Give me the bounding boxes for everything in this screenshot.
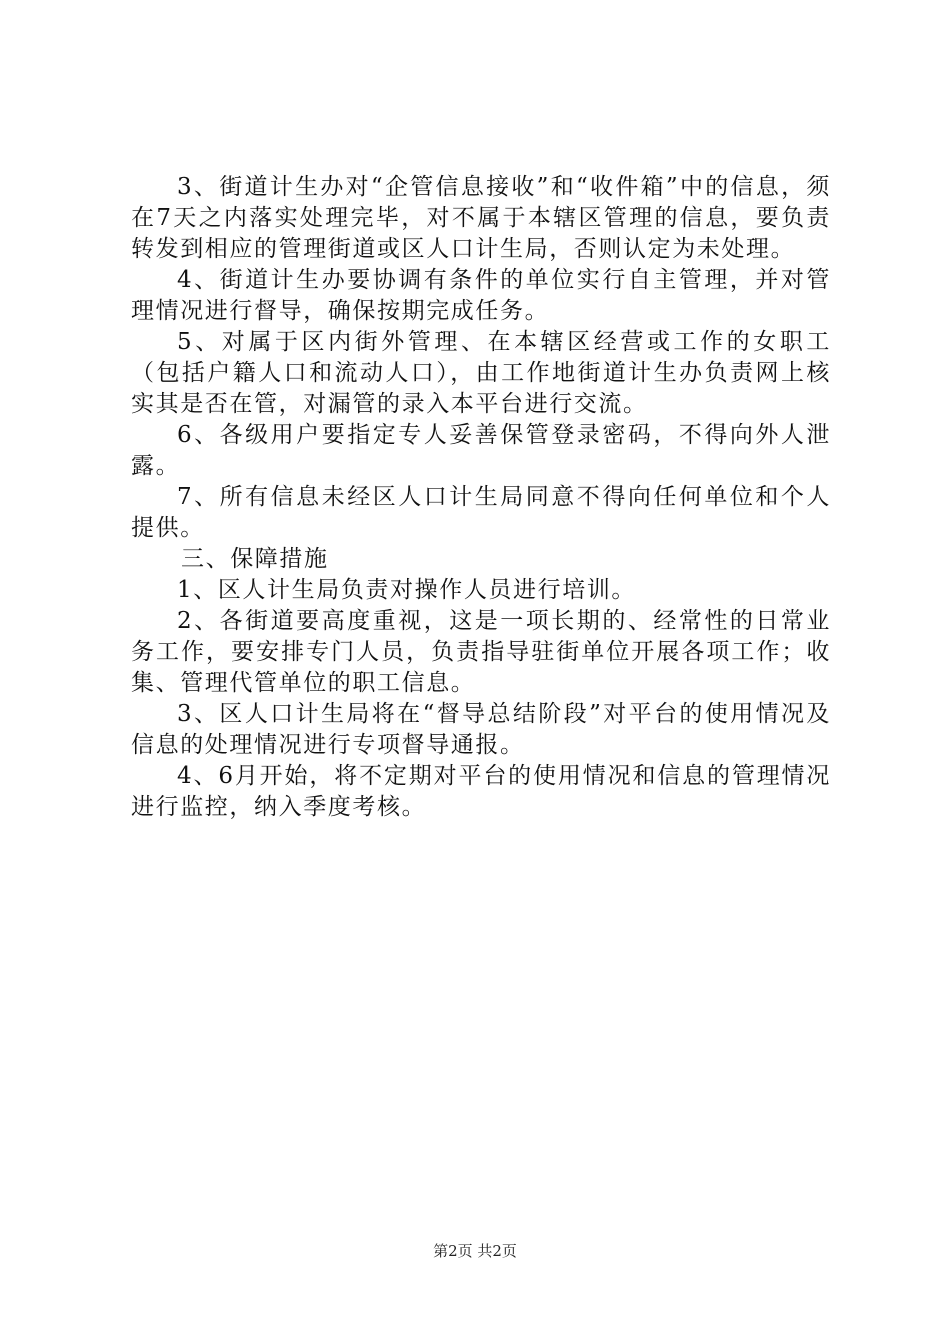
paragraph-safeguard-1-training: 1、区人计生局负责对操作人员进行培训。	[177, 577, 637, 603]
page-number-label: 第2页 共2页	[433, 1242, 517, 1260]
paragraph-item-5-female-workers: 5、对属于区内街外管理、在本辖区经营或工作的女职工（包括户籍人口和流动人口），由工作地街道计生办负责网上核实其是否在管，对漏管的录入本平台进行交流。	[131, 329, 831, 417]
paragraph-item-4-self-management: 4、街道计生办要协调有条件的单位实行自主管理，并对管理情况进行督导，确保按期完成任务。	[131, 267, 831, 324]
section-heading-safeguards: 三、保障措施	[181, 546, 329, 572]
paragraph-item-7-information-confidentiality: 7、所有信息未经区人口计生局同意不得向任何单位和个人提供。	[131, 484, 831, 541]
document-body	[131, 172, 831, 823]
paragraph-item-6-password-safekeeping: 6、各级用户要指定专人妥善保管登录密码，不得向外人泄露。	[131, 422, 831, 479]
paragraph-safeguard-2-attention: 2、各街道要高度重视，这是一项长期的、经常性的日常业务工作，要安排专门人员，负责指导驻街单位开展各项工作；收集、管理代管单位的职工信息。	[131, 608, 831, 696]
paragraph-item-3-message-handling: 3、街道计生办对“企管信息接收”和“收件箱”中的信息，须在7天之内落实处理完毕，对不属于本辖区管理的信息，要负责转发到相应的管理街道或区人口计生局，否则认定为未处理。	[131, 174, 831, 262]
page-footer	[0, 1240, 950, 1261]
paragraph-safeguard-4-monitoring: 4、6月开始，将不定期对平台的使用情况和信息的管理情况进行监控，纳入季度考核。	[131, 763, 831, 820]
paragraph-safeguard-3-supervision: 3、区人口计生局将在“督导总结阶段”对平台的使用情况及信息的处理情况进行专项督导通报。	[131, 701, 831, 758]
